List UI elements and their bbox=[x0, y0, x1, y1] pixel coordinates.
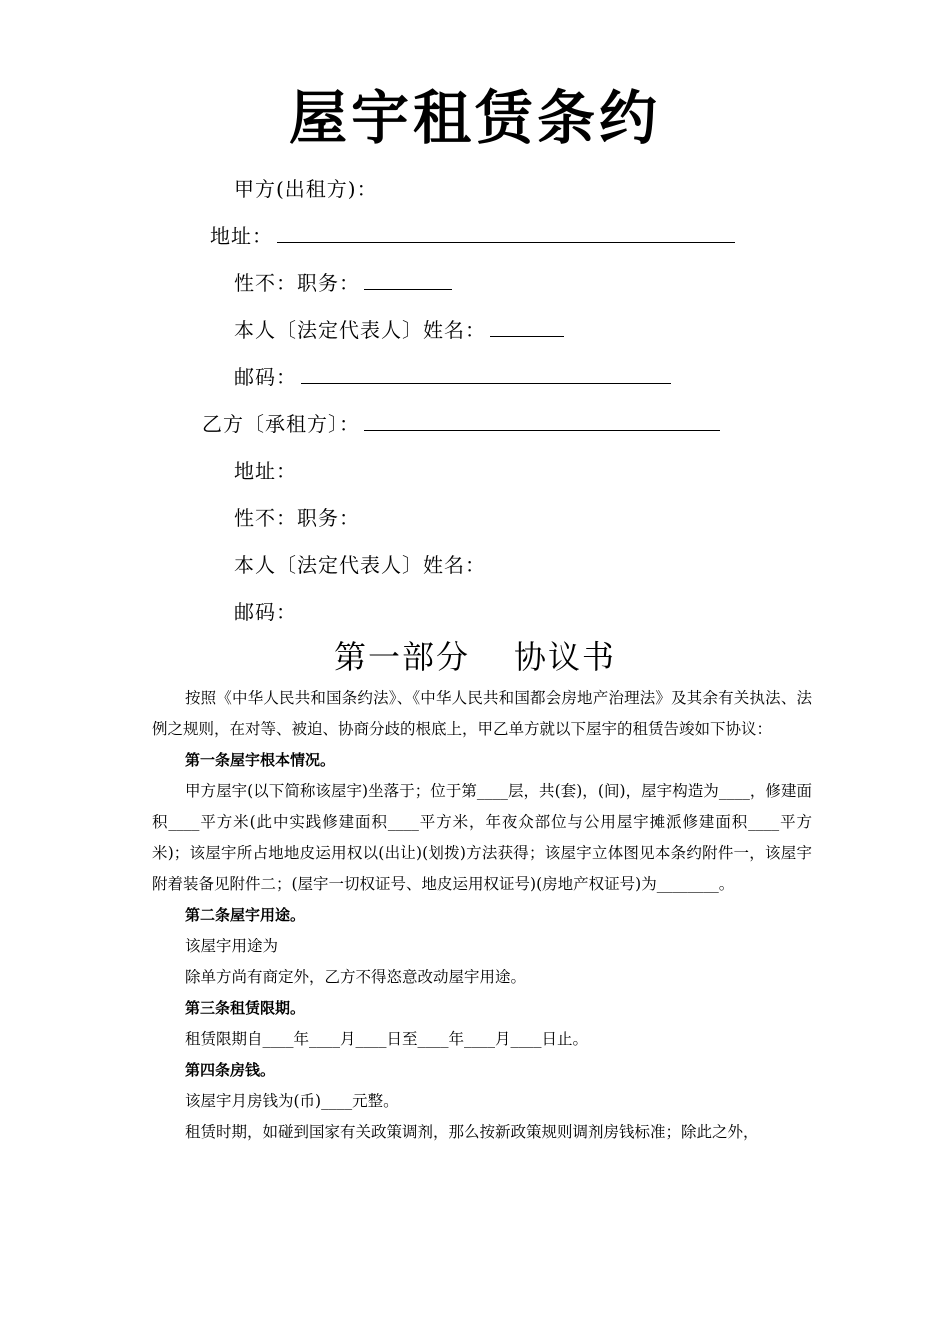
party-a-address-blank bbox=[277, 222, 735, 243]
section-title: 第一部分 协议书 bbox=[333, 638, 617, 676]
intro-paragraph: 按照《中华人民共和国条约法》、《中华人民共和国都会房地产治理法》及其余有关执法、法例之规则，在对等、被迫、协商分歧的根底上，甲乙单方就以下屋宇的租赁告竣如下协议： bbox=[152, 689, 812, 738]
article-1-heading: 第一条屋宇根本情况。 bbox=[185, 751, 336, 769]
party-a-representative-blank bbox=[490, 316, 564, 337]
party-a-postcode: 邮码： bbox=[234, 363, 671, 391]
party-b-name-blank bbox=[364, 410, 720, 431]
party-a-postcode-blank bbox=[301, 363, 671, 384]
article-2-paragraph: 除单方尚有商定外，乙方不得恣意改动屋宇用途。 bbox=[185, 968, 527, 986]
article-4-paragraph: 租赁时期，如碰到国家有关政策调剂，那么按新政策规则调剂房钱标准；除此之外， bbox=[185, 1123, 759, 1141]
party-b-postcode: 邮码： bbox=[234, 600, 297, 624]
party-b-representative: 本人〔法定代表人〕姓名： bbox=[234, 553, 486, 577]
article-3-heading: 第三条租赁限期。 bbox=[185, 999, 306, 1017]
article-4-heading: 第四条房钱。 bbox=[185, 1061, 276, 1079]
document-title: 屋宇租赁条约 bbox=[288, 84, 661, 152]
article-1-paragraph: 甲方屋宇(以下简称该屋宇)坐落于；位于第____层，共(套)，(间)，屋宇构造为____，修建面积____平方米(此中实践修建面积____平方米，年夜众部位与公用屋宇摊派修建面积____平方米)；该屋宇所占地地皮运用权以(出让)(划拨)方法获得；该屋宇立体图见本条约附件一，该屋宇附着装备见附件二；(屋宇一切权证号、地皮运用权证号)(房地产权证号)为________。 bbox=[152, 782, 812, 893]
party-b-label: 乙方〔承租方〕： bbox=[202, 410, 720, 438]
party-b-gender-title: 性不：职务： bbox=[234, 506, 360, 530]
article-4-paragraph: 该屋宇月房钱为(币)____元整。 bbox=[185, 1092, 399, 1110]
article-2-heading: 第二条屋宇用途。 bbox=[185, 906, 306, 924]
party-a-address: 地址： bbox=[210, 222, 735, 250]
contract-body bbox=[152, 683, 812, 1148]
party-a-gender-title: 性不：职务： bbox=[234, 269, 452, 297]
party-a-title-blank bbox=[364, 269, 452, 290]
party-a-representative: 本人〔法定代表人〕姓名： bbox=[234, 316, 564, 344]
party-a-label: 甲方(出租方)： bbox=[234, 177, 378, 201]
article-2-paragraph: 该屋宇用途为 bbox=[185, 937, 279, 955]
article-3-paragraph: 租赁限期自____年____月____日至____年____月____日止。 bbox=[185, 1030, 589, 1048]
party-b-address: 地址： bbox=[234, 459, 297, 483]
